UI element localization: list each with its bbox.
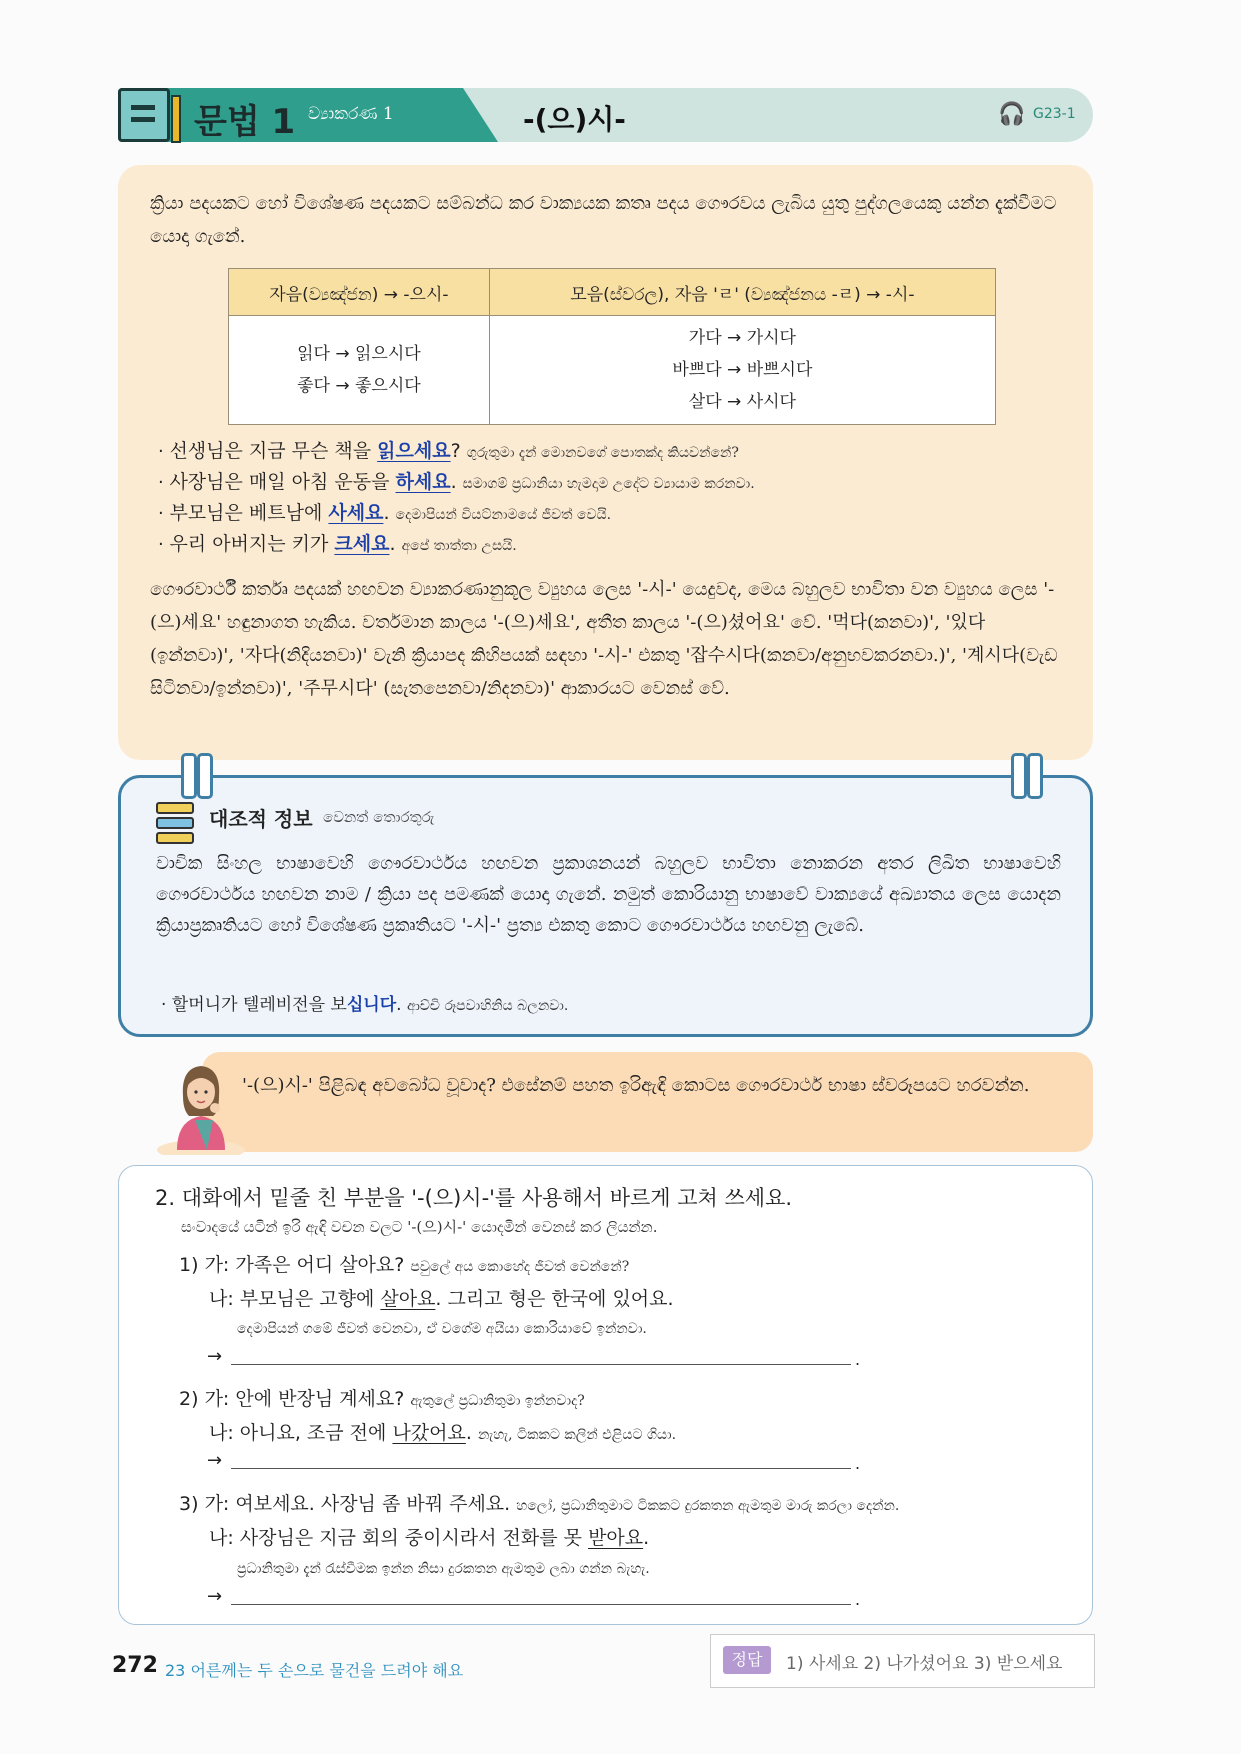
info-subtitle: වෙනත් තොරතුරු [323,808,435,826]
question-1-a: 1) 가: 가족은 어디 살아요? පවුලේ අය කොහේද ජීවත් වෙන්නේ? [179,1254,630,1276]
period: . [855,1454,861,1473]
info-body: වාචික සිංහල භාෂාවෙහි ගෞරවාර්ථය හඟවන ප්‍රකාශනයන් බහුලව භාවිතා නොකරන අතර ලිඛිත භාෂාවෙහි ගෞරවාර්ථය හඟවන නාම / ක්‍රියා පද පමණක් යොදා ගැනේ. නමුත් කොරියානු භාෂාවේ වාක්‍යයේ අඛ්‍යාතය ලෙස යොදන ක්‍රියාප්‍රකෘතියට හෝ විශේෂණ ප්‍රකෘතියට '-시-' ප්‍රත්‍ය එකතු කොට ගෞරවාර්ථය හඟවනු ලැබේ. [156,853,1061,936]
chapter-title: 23 어른께는 두 손으로 물건을 드려야 해요 [165,1661,464,1680]
headphones-icon[interactable]: 🎧 [998,102,1026,127]
table-cell-vowel [489,316,995,425]
period: . [855,1590,861,1609]
grammar-title: 문법 1 [194,102,296,142]
arrow-icon: → [207,1346,223,1367]
answer-text: 1) 사세요 2) 나가셨어요 3) 받으세요 [786,1654,1063,1674]
example-list [158,437,755,561]
table-cell-consonant [229,316,490,425]
answer-field-3[interactable] [231,1582,851,1605]
info-example: · 할머니가 텔레비전을 보십니다. ආච්චි රූපවාහිනිය බලනවා. [161,995,569,1015]
grammar-subtitle: ව්‍යාකරණ 1 [308,104,394,124]
table-row: 좋다 → 좋으시다 [297,376,421,396]
answer-label: 정답 [723,1646,771,1674]
book-icon [118,88,170,142]
grammar-topic: -(으)시- [523,103,626,136]
answer-key [710,1634,1095,1688]
page-number: 272 [112,1653,158,1678]
table-row: 살다 → 사시다 [688,392,796,412]
exercise-box [118,1165,1093,1625]
explanation-box [118,165,1093,760]
answer-field-1[interactable] [231,1342,851,1365]
period: . [855,1350,861,1369]
teacher-avatar [155,1050,247,1155]
binder-ring [181,753,197,799]
list-item: · 우리 아버지는 키가 크세요. අපේ තාත්තා උසයි. [158,533,517,555]
list-item: · 사장님은 매일 아침 운동을 하세요. සමාගම් ප්‍රධානියා හැමදාම උදේට ව්‍යායාම කරනවා. [158,471,755,493]
table-header-vowel: 모음(ස්වරල), 자음 'ㄹ' (ව්‍යඤ්ජනය -ㄹ) → -시- [489,269,995,316]
speech-text: '-(으)시-' පිළිබඳ අවබෝධ වූවාද? එසේනම් පහත ඉරිඇඳි කොටස ගෞරවාර්ථ භාෂා ස්වරූපයට හරවන්න. [242,1075,1030,1096]
explanation-intro: ක්‍රියා පදයකට හෝ විශේෂණ පදයකට සම්බන්ධ කර වාක්‍යයක කතෘ පදය ගෞරවය ලැබිය යුතු පුද්ගලයෙකු යන්න දැක්වීමට යොදා ගැනේ. [150,193,1057,247]
question-3-translation: ප්‍රධානිතුමා දැන් රැස්වීමක ඉන්න නිසා දුරකතන ඇමතුම ලබා ගන්න බැහැ. [237,1561,650,1577]
header-band [418,88,1093,142]
list-item: · 부모님은 베트남에 사세요. දෙමාපියන් වියට්නාමයේ ජීවත් වෙයි. [158,502,612,524]
info-title: 대조적 정보 [209,807,313,831]
exercise-subtitle: සංවාදයේ යටින් ඉරි ඇඳි වචන වලට '-(으)시-' යොදමින් වෙනස් කර ලියන්න. [181,1218,658,1236]
list-item: · 선생님은 지금 무슨 책을 읽으세요? ගුරුතුමා දැන් මොනවගේ පොතක්ද කියවන්නේ? [158,440,739,462]
table-row: 가다 → 가시다 [688,328,796,348]
audio-track-code[interactable]: G23-1 [1033,106,1076,122]
binder-ring [1027,753,1043,799]
info-box [118,775,1093,1037]
table-row: 바쁘다 → 바쁘시다 [672,360,813,380]
table-header-consonant: 자음(ව්‍යඤ්ජන) → -으시- [229,269,490,316]
speech-bubble [202,1052,1093,1152]
question-2-b: 나: 아니요, 조금 전에 나갔어요. නැහැ, ටිකකට කලින් එළියට ගියා. [209,1422,677,1444]
explanation-body: ගෞරවාර්ථී කර්තෘ පදයක් හඟවන ව්‍යාකරණානුකූල ව්‍යුහය ලෙස '-시-' යෙදුවද, මෙය බහුලව භාවිතා වන ව්‍යුහය ලෙස '-(으)세요' හඳුනාගත හැකිය. වර්තමාන කාලය '-(으)세요', අතීත කාලය '-(으)셨어요' වේ. '먹다(කනවා)', '있다(ඉන්නවා)', '자다(නිදියනවා)' වැනි ක්‍රියාපද කිහිපයක් සඳහා '-시-' එකතු '잡수시다(කනවා/අනුභවකරනවා.)', '계시다(වැඩ සිටිනවා/ඉන්නවා)', '주무시다' (සැතපෙනවා/නිදනවා)' ආකාරයට වෙනස් වේ. [150,579,1058,699]
answer-field-2[interactable] [231,1446,851,1469]
binder-ring [1011,753,1027,799]
binder-ring [197,753,213,799]
table-row: 읽다 → 읽으시다 [297,344,421,364]
question-3-b: 나: 사장님은 지금 회의 중이시라서 전화를 못 받아요. [209,1527,650,1549]
conjugation-table [228,268,996,425]
arrow-icon: → [207,1586,223,1607]
question-2-a: 2) 가: 안에 반장님 계세요? ඇතුලේ ප්‍රධානිතුමා ඉන්නවාද? [179,1388,585,1410]
arrow-icon: → [207,1450,223,1471]
question-1-translation: දෙමාපියන් ගමේ ජීවත් වෙනවා, ඒ වගේම අයියා කොරියාවේ ඉන්නවා. [237,1321,647,1337]
books-icon [156,802,194,836]
question-3-a: 3) 가: 여보세요. 사장님 좀 바꿔 주세요. හලෝ, ප්‍රධානිතුමාට ටිකකට දුරකතන ඇමතුම මාරු කරලා දෙන්න. [179,1493,900,1515]
section-header [118,88,1093,142]
exercise-title: 2. 대화에서 밑줄 친 부분을 '-(으)시-'를 사용해서 바르게 고쳐 쓰세요. [155,1186,793,1210]
question-1-b: 나: 부모님은 고향에 살아요. 그리고 형은 한국에 있어요. [209,1288,674,1310]
